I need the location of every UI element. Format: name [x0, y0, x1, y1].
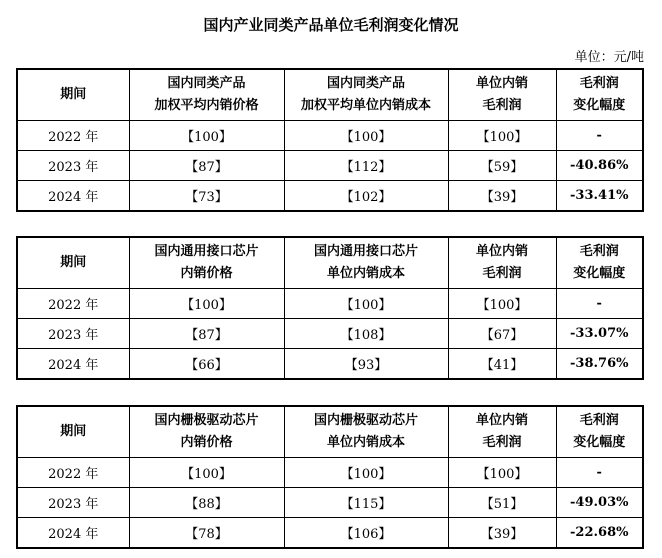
table-row	[17, 518, 643, 549]
header-period: 期间	[17, 406, 129, 458]
cell-change: -	[556, 458, 643, 488]
cell-cost: 【112】	[284, 151, 448, 181]
cell-change: -	[556, 289, 643, 319]
cell-price: 【87】	[129, 319, 284, 349]
unit-note: 单位：元/吨	[574, 50, 644, 65]
table-domestic-like-products	[16, 68, 644, 212]
header-unit-profit: 单位内销 毛利润	[448, 69, 556, 121]
cell-change: -33.41%	[556, 181, 643, 212]
cell-period: 2023 年	[17, 488, 129, 518]
header-profit-change: 毛利润 变化幅度	[556, 237, 643, 289]
cell-profit: 【39】	[448, 518, 556, 549]
table-header-row	[17, 406, 643, 458]
cell-cost: 【108】	[284, 319, 448, 349]
header-unit-profit: 单位内销 毛利润	[448, 406, 556, 458]
header-cost: 国内通用接口芯片 单位内销成本	[284, 237, 448, 289]
cell-profit: 【100】	[448, 458, 556, 488]
header-period: 期间	[17, 69, 129, 121]
cell-price: 【88】	[129, 488, 284, 518]
header-price: 国内栅极驱动芯片 内销价格	[129, 406, 284, 458]
cell-profit: 【67】	[448, 319, 556, 349]
cell-period: 2023 年	[17, 151, 129, 181]
cell-price: 【73】	[129, 181, 284, 212]
table-row	[17, 181, 643, 212]
header-unit-profit: 单位内销 毛利润	[448, 237, 556, 289]
header-price: 国内通用接口芯片 内销价格	[129, 237, 284, 289]
cell-period: 2024 年	[17, 181, 129, 212]
header-period: 期间	[17, 237, 129, 289]
cell-cost: 【93】	[284, 349, 448, 380]
cell-price: 【66】	[129, 349, 284, 380]
cell-cost: 【102】	[284, 181, 448, 212]
cell-price: 【100】	[129, 121, 284, 151]
cell-period: 2024 年	[17, 518, 129, 549]
header-cost: 国内同类产品 加权平均单位内销成本	[284, 69, 448, 121]
table-row	[17, 458, 643, 488]
cell-profit: 【100】	[448, 289, 556, 319]
table-gate-driver-chips	[16, 405, 644, 549]
cell-price: 【78】	[129, 518, 284, 549]
table-row	[17, 151, 643, 181]
cell-cost: 【106】	[284, 518, 448, 549]
cell-profit: 【39】	[448, 181, 556, 212]
cell-profit: 【59】	[448, 151, 556, 181]
table-row	[17, 349, 643, 380]
cell-period: 2023 年	[17, 319, 129, 349]
table-general-interface-chips	[16, 236, 644, 380]
cell-period: 2022 年	[17, 289, 129, 319]
table-header-row	[17, 237, 643, 289]
cell-cost: 【100】	[284, 289, 448, 319]
table-row	[17, 488, 643, 518]
cell-change: -33.07%	[556, 319, 643, 349]
cell-change: -22.68%	[556, 518, 643, 549]
cell-cost: 【100】	[284, 458, 448, 488]
table-row	[17, 319, 643, 349]
cell-change: -38.76%	[556, 349, 643, 380]
cell-cost: 【100】	[284, 121, 448, 151]
document-title: 国内产业同类产品单位毛利润变化情况	[203, 16, 459, 34]
cell-period: 2022 年	[17, 458, 129, 488]
header-cost: 国内栅极驱动芯片 单位内销成本	[284, 406, 448, 458]
cell-period: 2024 年	[17, 349, 129, 380]
table-row	[17, 289, 643, 319]
cell-change: -	[556, 121, 643, 151]
table-header-row	[17, 69, 643, 121]
cell-period: 2022 年	[17, 121, 129, 151]
table-row	[17, 121, 643, 151]
cell-profit: 【41】	[448, 349, 556, 380]
cell-price: 【100】	[129, 289, 284, 319]
cell-profit: 【51】	[448, 488, 556, 518]
cell-change: -40.86%	[556, 151, 643, 181]
cell-cost: 【115】	[284, 488, 448, 518]
header-profit-change: 毛利润 变化幅度	[556, 69, 643, 121]
cell-change: -49.03%	[556, 488, 643, 518]
header-profit-change: 毛利润 变化幅度	[556, 406, 643, 458]
cell-price: 【100】	[129, 458, 284, 488]
cell-price: 【87】	[129, 151, 284, 181]
header-price: 国内同类产品 加权平均内销价格	[129, 69, 284, 121]
cell-profit: 【100】	[448, 121, 556, 151]
